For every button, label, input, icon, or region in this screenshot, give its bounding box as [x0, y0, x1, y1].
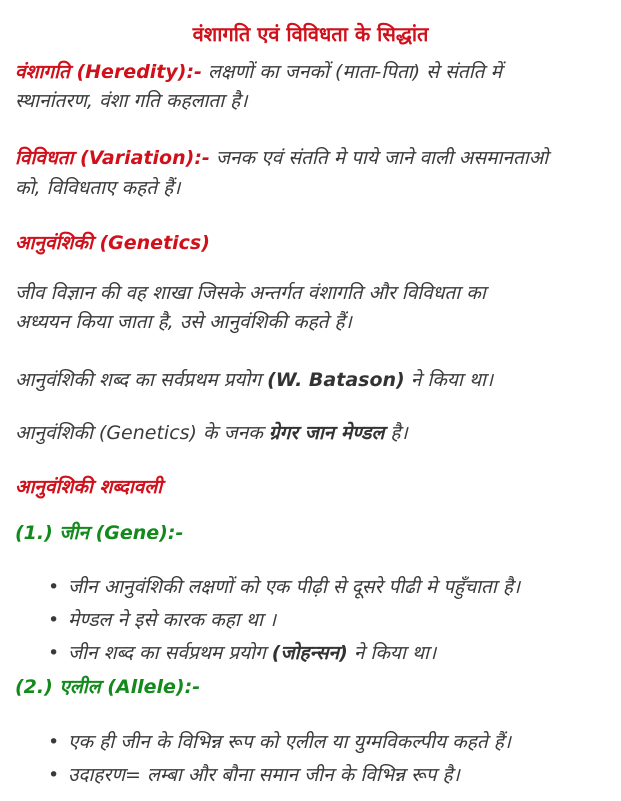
variation-line-1: [15, 144, 548, 172]
list-item: [48, 728, 511, 756]
bullet-icon: •: [48, 576, 60, 598]
bullet-icon: •: [48, 764, 60, 786]
text: आनुवंशिकी (Genetics) के जनक: [15, 422, 269, 444]
variation-text: जनक एवं संतति मे पाये जाने वाली असमानताओ: [209, 147, 549, 169]
heredity-text: लक्षणों का जनकों (माता-पिता) से संतति में: [201, 61, 502, 83]
genetics-term-origin: [15, 366, 493, 394]
bullet-icon: •: [48, 609, 60, 631]
genetics-def-line-2: अध्ययन किया जाता है, उसे आनुवंशिकी कहते हैं।: [15, 311, 352, 333]
text: जीन शब्द का सर्वप्रथम प्रयोग: [68, 642, 272, 664]
bullet-icon: •: [48, 642, 60, 664]
list-item: [48, 606, 276, 634]
list-item: [48, 639, 436, 667]
heredity-line-1: [15, 58, 502, 86]
heredity-line-2: स्थानांतरण, वंशा गति कहलाता है।: [15, 90, 248, 112]
list-item: [48, 573, 520, 601]
page-title: वंशागति एवं विविधता के सिद्धांत: [192, 22, 429, 46]
johannsen-name: (जोहन्सन): [271, 642, 348, 664]
variation-line-2: को, विविधताए कहते हैं।: [15, 177, 181, 199]
text: है।: [384, 422, 408, 444]
bateson-name: (W. Batason): [267, 369, 405, 391]
mendel-name: ग्रेगर जान मेण्डल: [268, 422, 385, 444]
list-item: [48, 761, 460, 789]
text: मेण्डल ने इसे कारक कहा था ।: [68, 609, 277, 631]
variation-term: विविधता (Variation):-: [15, 147, 210, 169]
text: एक ही जीन के विभिन्न रूप को एलील या युग्मविकल्पीय कहते हैं।: [68, 731, 511, 753]
text: आनुवंशिकी शब्द का सर्वप्रथम प्रयोग: [15, 369, 268, 391]
text: ने किया था।: [404, 369, 494, 391]
genetics-father: [15, 419, 408, 447]
genetics-def-line-1: जीव विज्ञान की वह शाखा जिसके अन्तर्गत वंशागति और विविधता का: [15, 282, 486, 304]
gene-heading: (1.) जीन (Gene):-: [15, 522, 184, 544]
bullet-icon: •: [48, 731, 60, 753]
heredity-term: वंशागति (Heredity):-: [15, 61, 202, 83]
text: ने किया था।: [347, 642, 437, 664]
genetics-heading: आनुवंशिकी (Genetics): [15, 232, 210, 254]
allele-heading: (2.) एलील (Allele):-: [15, 676, 201, 698]
text: उदाहरण= लम्बा और बौना समान जीन के विभिन्न रूप है।: [68, 764, 460, 786]
terms-heading: आनुवंशिकी शब्दावली: [15, 476, 163, 498]
text: जीन आनुवंशिकी लक्षणों को एक पीढ़ी से दूसरे पीढी मे पहुँचाता है।: [68, 576, 521, 598]
